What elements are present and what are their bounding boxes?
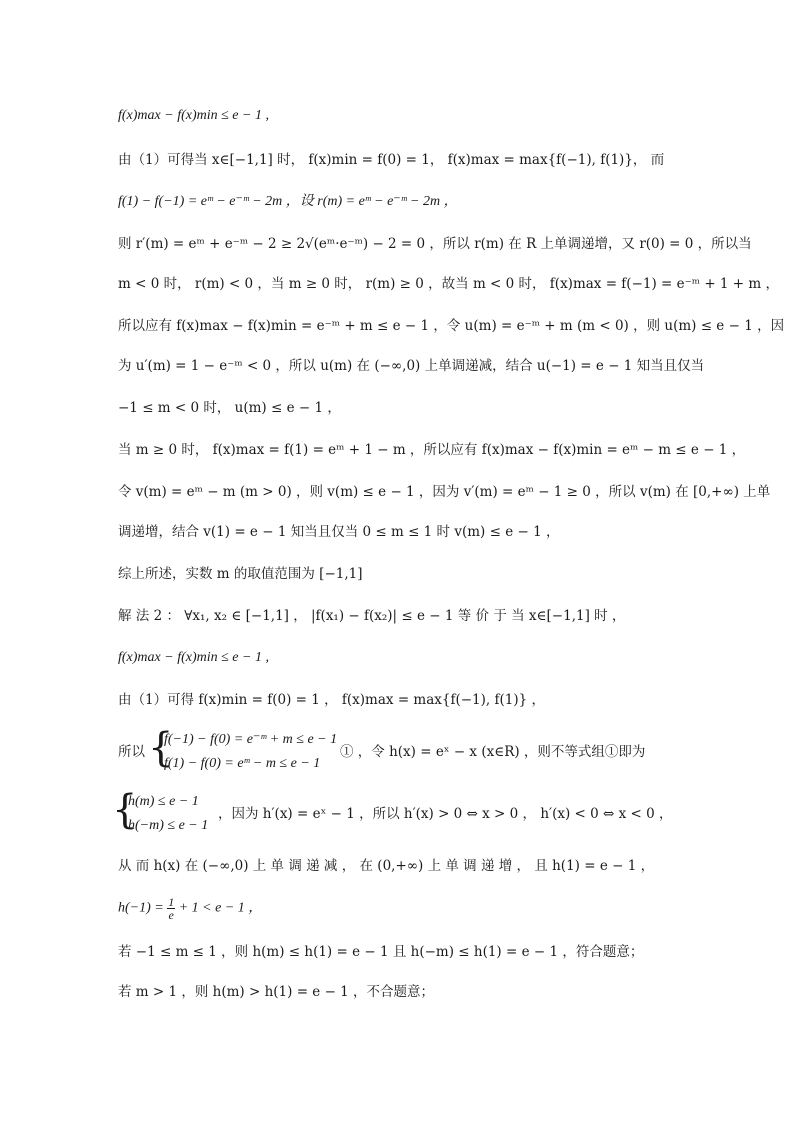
system-prefix: 所以 xyxy=(118,744,145,760)
text-line: f(x)max − f(x)min ≤ e − 1 , xyxy=(118,108,269,123)
text-line: 由（1）可得 f(x)min = f(0) = 1 ， f(x)max = max{f(−1), f(1)} ， xyxy=(118,692,545,708)
text-line: m < 0 时， r(m) < 0 ，当 m ≥ 0 时， r(m) ≥ 0 ，故当 m < 0 时， f(x)max = f(−1) = e⁻ᵐ + 1 + m ， xyxy=(118,276,779,292)
fraction-numerator: 1 xyxy=(168,895,175,909)
system-row: f(−1) − f(0) = e⁻ᵐ + m ≤ e − 1 xyxy=(164,732,338,747)
text-line: 综上所述，实数 m 的取值范围为 [−1,1] xyxy=(118,566,363,582)
text-line: f(x)max − f(x)min ≤ e − 1 , xyxy=(118,650,269,665)
text-line: 当 m ≥ 0 时， f(x)max = f(1) = eᵐ + 1 − m ，所以应有 f(x)max − f(x)min = eᵐ − m ≤ e − 1 ， xyxy=(118,442,746,458)
fraction-suffix: + 1 < e − 1 ， xyxy=(175,900,263,916)
system-row: h(−m) ≤ e − 1 xyxy=(128,818,209,833)
text-line: 则 r′(m) = eᵐ + e⁻ᵐ − 2 ≥ 2√(eᵐ·e⁻ᵐ) − 2 = 0 ，所以 r(m) 在 R 上单调递增，又 r(0) = 0 ，所以当 xyxy=(118,236,752,252)
fraction-line xyxy=(118,896,678,921)
text-line: 所以应有 f(x)max − f(x)min = e⁻ᵐ + m ≤ e − 1 ，令 u(m) = e⁻ᵐ + m (m < 0) ，则 u(m) ≤ e − 1 ，因 xyxy=(118,318,785,334)
inequality-system-2 xyxy=(112,787,678,838)
system-suffix: ① ，令 h(x) = eˣ − x (x∈R) ，则不等式组①即为 xyxy=(340,744,646,760)
left-brace: { xyxy=(112,787,138,833)
inequality-system-1 xyxy=(118,725,678,776)
text-line: 若 −1 ≤ m ≤ 1 ，则 h(m) ≤ h(1) = e − 1 且 h(−m) ≤ h(1) = e − 1 ，符合题意； xyxy=(118,944,644,960)
text-line: −1 ≤ m < 0 时， u(m) ≤ e − 1 ， xyxy=(118,400,341,416)
system-row: h(m) ≤ e − 1 xyxy=(128,794,199,809)
text-line: 令 v(m) = eᵐ − m (m > 0) ，则 v(m) ≤ e − 1 ，因为 v′(m) = eᵐ − 1 ≥ 0 ，所以 v(m) 在 [0,+∞) 上单 xyxy=(118,484,771,500)
system-row: f(1) − f(0) = eᵐ − m ≤ e − 1 xyxy=(164,756,321,771)
text-line: 为 u′(m) = 1 − e⁻ᵐ < 0 ，所以 u(m) 在 (−∞,0) 上单调递减，结合 u(−1) = e − 1 知当且仅当 xyxy=(118,358,705,374)
text-line: 由（1）可得当 x∈[−1,1] 时， f(x)min = f(0) = 1， f(x)max = max{f(−1), f(1)}， 而 xyxy=(118,152,665,168)
fraction-denominator: e xyxy=(168,908,174,922)
text-line: 从 而 h(x) 在 (−∞,0) 上 单 调 递 减 ， 在 (0,+∞) 上 单 调 递 增 ， 且 h(1) = e − 1 ， xyxy=(118,858,655,874)
text-line: 解 法 2 ： ∀x₁, x₂ ∈ [−1,1] ， |f(x₁) − f(x₂)| ≤ e − 1 等 价 于 当 x∈[−1,1] 时 ， xyxy=(118,608,626,624)
text-line: 若 m > 1 ，则 h(m) > h(1) = e − 1 ，不合题意； xyxy=(118,984,435,1000)
fraction-prefix: h(−1) = xyxy=(118,900,168,916)
text-line: 调递增，结合 v(1) = e − 1 知当且仅当 0 ≤ m ≤ 1 时 v(m) ≤ e − 1 ， xyxy=(118,524,560,540)
left-brace: { xyxy=(148,725,174,771)
system-suffix: ，因为 h′(x) = eˣ − 1 ，所以 h′(x) > 0 ⇔ x > 0 ， h′(x) < 0 ⇔ x < 0 ， xyxy=(218,806,673,822)
text-line: f(1) − f(−1) = eᵐ − e⁻ᵐ − 2m ，设 r(m) = eᵐ − e⁻ᵐ − 2m ， xyxy=(118,194,458,209)
